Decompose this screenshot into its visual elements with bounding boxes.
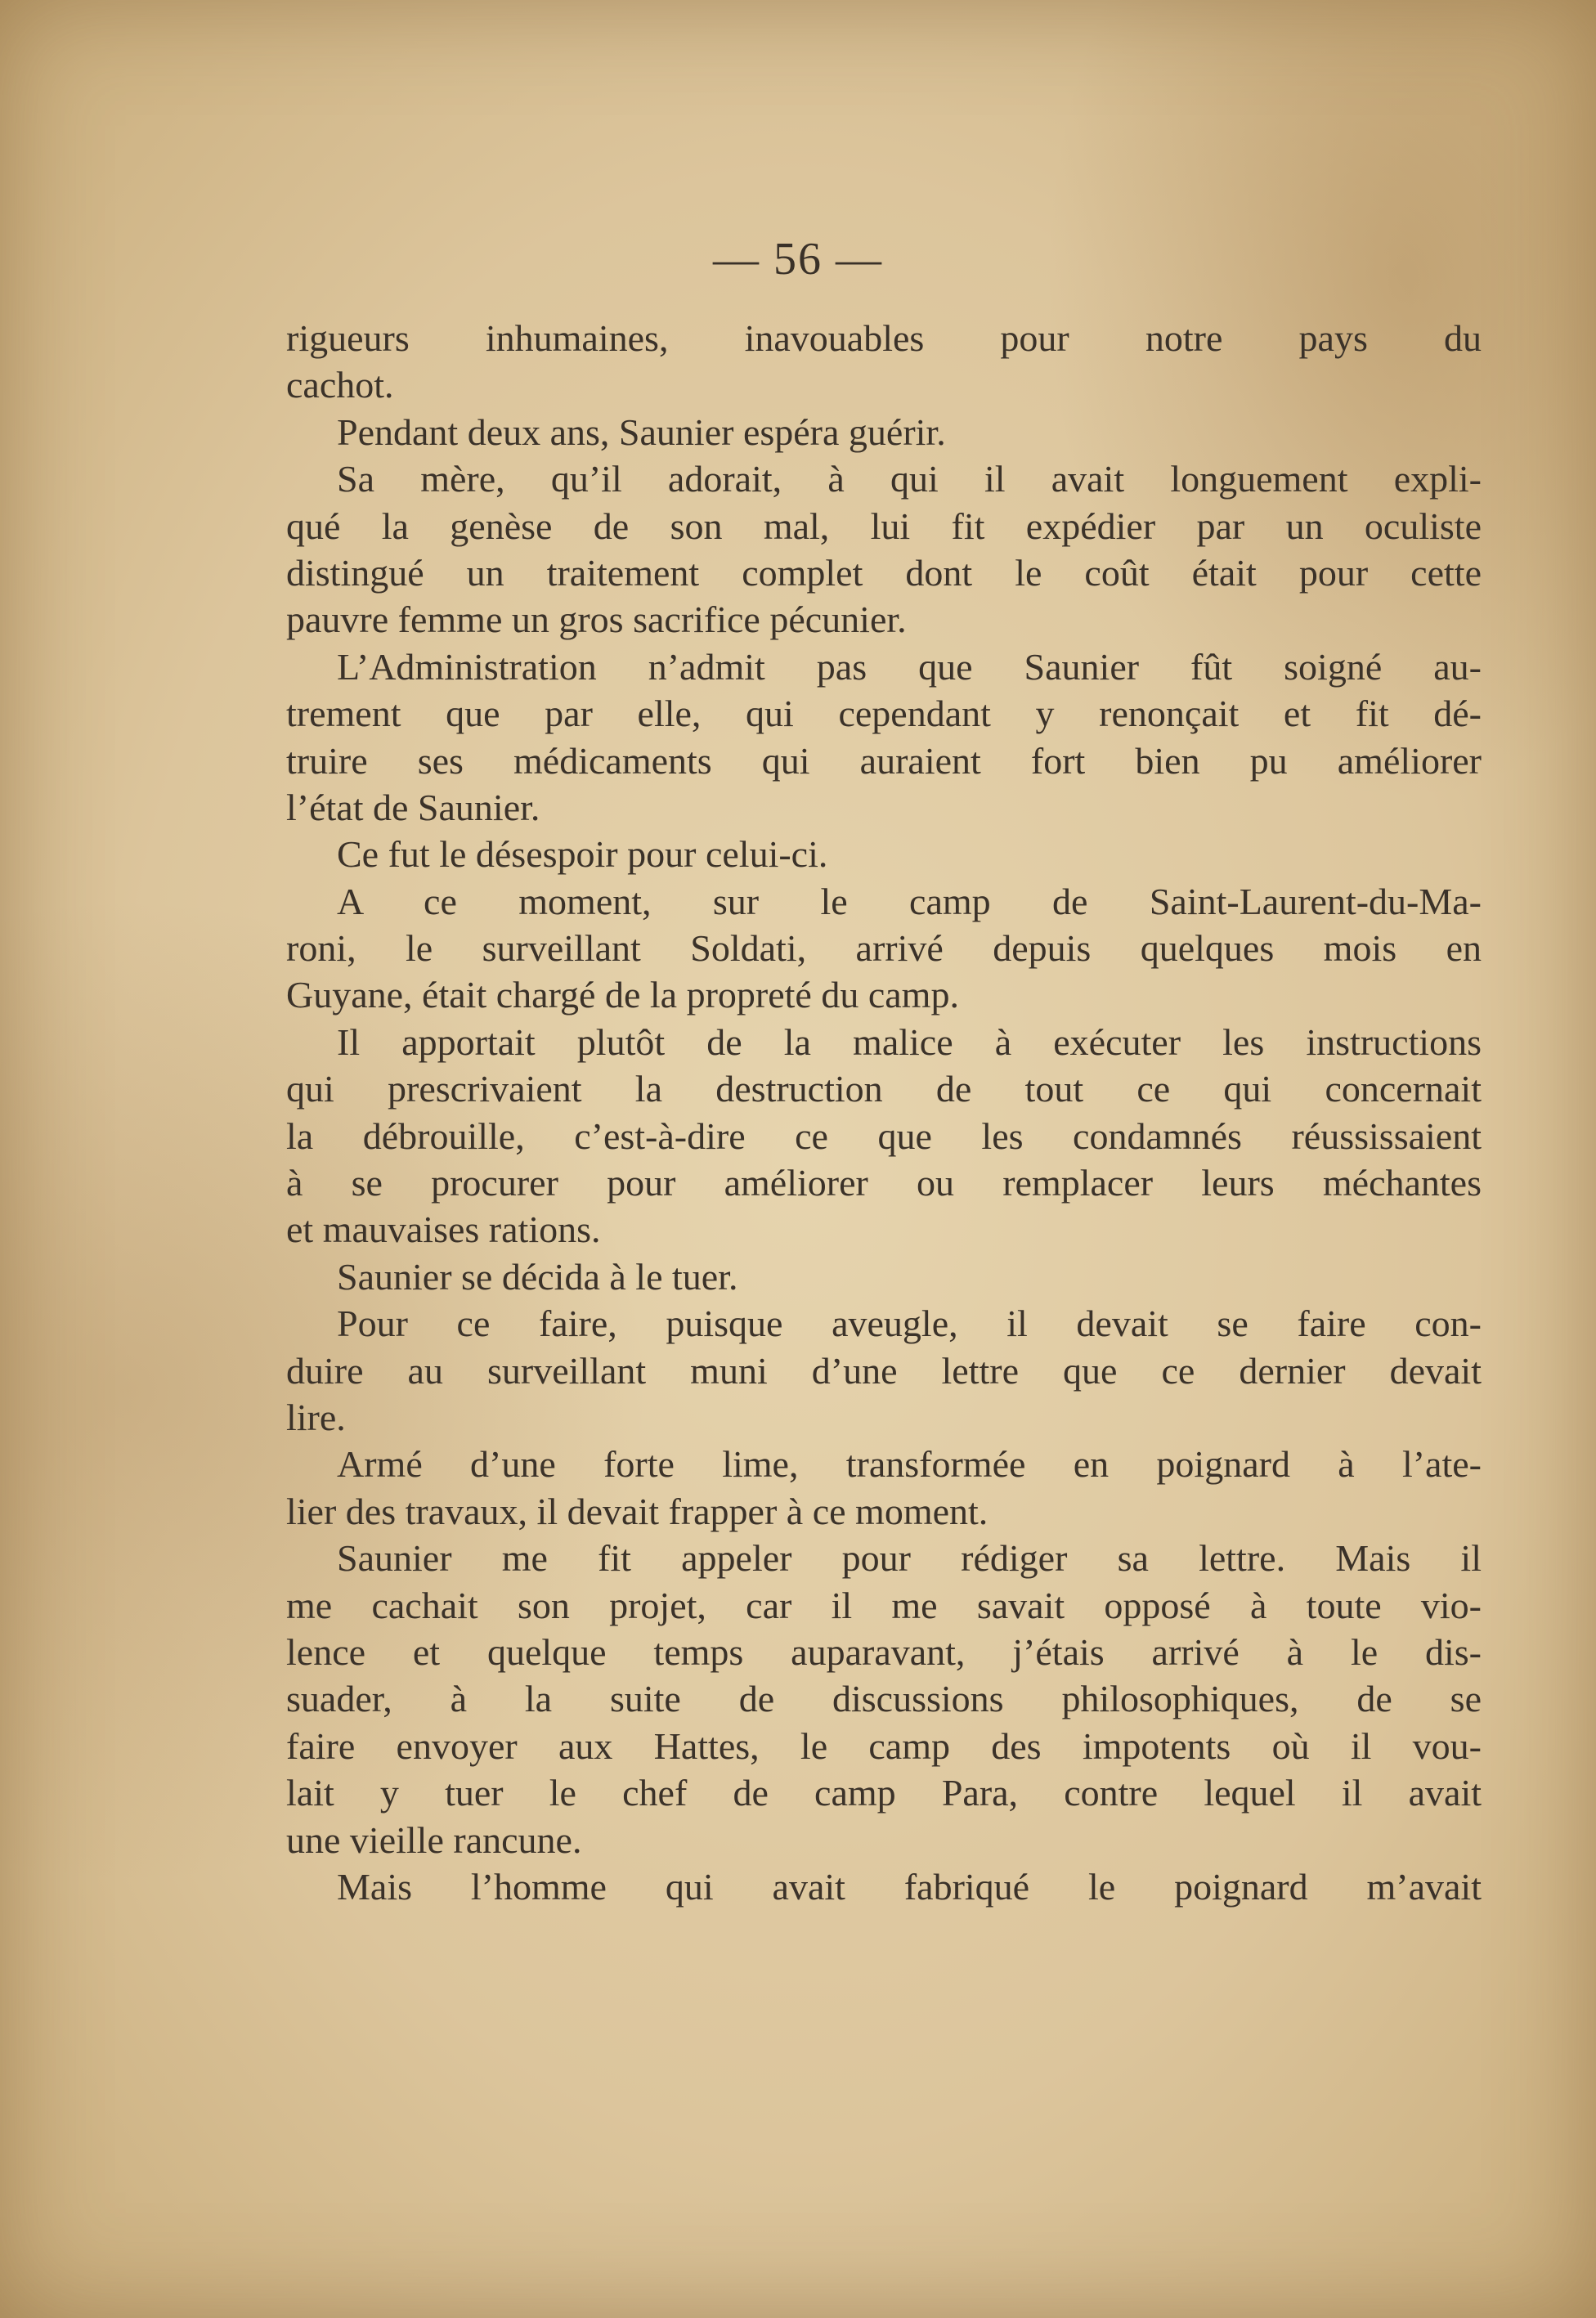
text-line: trement que par elle, qui cependant y renonçait et fit dé-: [286, 693, 1482, 735]
text-line: lire.: [286, 1396, 346, 1438]
text-line: cachot.: [286, 364, 394, 406]
text-line: Pour ce faire, puisque aveugle, il devait se faire con-: [337, 1302, 1482, 1345]
text-line: qui prescrivaient la destruction de tout ce qui concernait: [286, 1068, 1482, 1110]
text-line: rigueurs inhumaines, inavouables pour notre pays du: [286, 317, 1482, 359]
text-line: distingué un traitement complet dont le coût était pour cette: [286, 551, 1482, 594]
text-line: suader, à la suite de discussions philosophiques, de se: [286, 1678, 1482, 1720]
text-line: lait y tuer le chef de camp Para, contre lequel il avait: [286, 1772, 1482, 1814]
text-line: Sa mère, qu’il adorait, à qui il avait longuement expli-: [337, 458, 1482, 500]
text-line: une vieille rancune.: [286, 1818, 582, 1861]
text-line: A ce moment, sur le camp de Saint-Laurent-du-Ma-: [337, 880, 1482, 922]
text-line: me cachait son projet, car il me savait opposé à toute vio-: [286, 1584, 1482, 1626]
text-line: Guyane, était chargé de la propreté du camp.: [286, 974, 959, 1016]
text-line: Saunier se décida à le tuer.: [337, 1255, 738, 1298]
text-line: la débrouille, c’est-à-dire ce que les condamnés réussissaient: [286, 1114, 1482, 1157]
text-line: Armé d’une forte lime, transformée en poignard à l’ate-: [337, 1443, 1482, 1486]
text-line: et mauvaises rations.: [286, 1208, 601, 1251]
text-line: à se procurer pour améliorer ou remplacer leurs méchantes: [286, 1162, 1482, 1204]
text-line: L’Administration n’admit pas que Saunier fût soigné au-: [337, 645, 1482, 688]
text-line: duire au surveillant muni d’une lettre que ce dernier devait: [286, 1349, 1482, 1392]
text-line: Mais l’homme qui avait fabriqué le poignard m’avait: [337, 1865, 1482, 1908]
page-number: — 56 —: [713, 234, 883, 285]
text-line: roni, le surveillant Soldati, arrivé depuis quelques mois en: [286, 927, 1482, 970]
text-line: Il apportait plutôt de la malice à exécuter les instructions: [337, 1020, 1482, 1063]
text-line: faire envoyer aux Hattes, le camp des impotents où il vou-: [286, 1724, 1482, 1767]
text-line: Saunier me fit appeler pour rédiger sa lettre. Mais il: [337, 1537, 1482, 1580]
text-line: lence et quelque temps auparavant, j’étais arrivé à le dis-: [286, 1630, 1482, 1673]
text-line: qué la genèse de son mal, lui fit expédier par un oculiste: [286, 504, 1482, 547]
text-line: truire ses médicaments qui auraient fort bien pu améliorer: [286, 739, 1482, 782]
text-line: Ce fut le désespoir pour celui-ci.: [337, 833, 828, 876]
text-line: l’état de Saunier.: [286, 786, 540, 828]
text-line: pauvre femme un gros sacrifice pécunier.: [286, 599, 907, 641]
body-text: [286, 315, 1482, 1910]
text-line: Pendant deux ans, Saunier espéra guérir.: [337, 410, 946, 453]
text-line: lier des travaux, il devait frapper à ce moment.: [286, 1490, 989, 1532]
